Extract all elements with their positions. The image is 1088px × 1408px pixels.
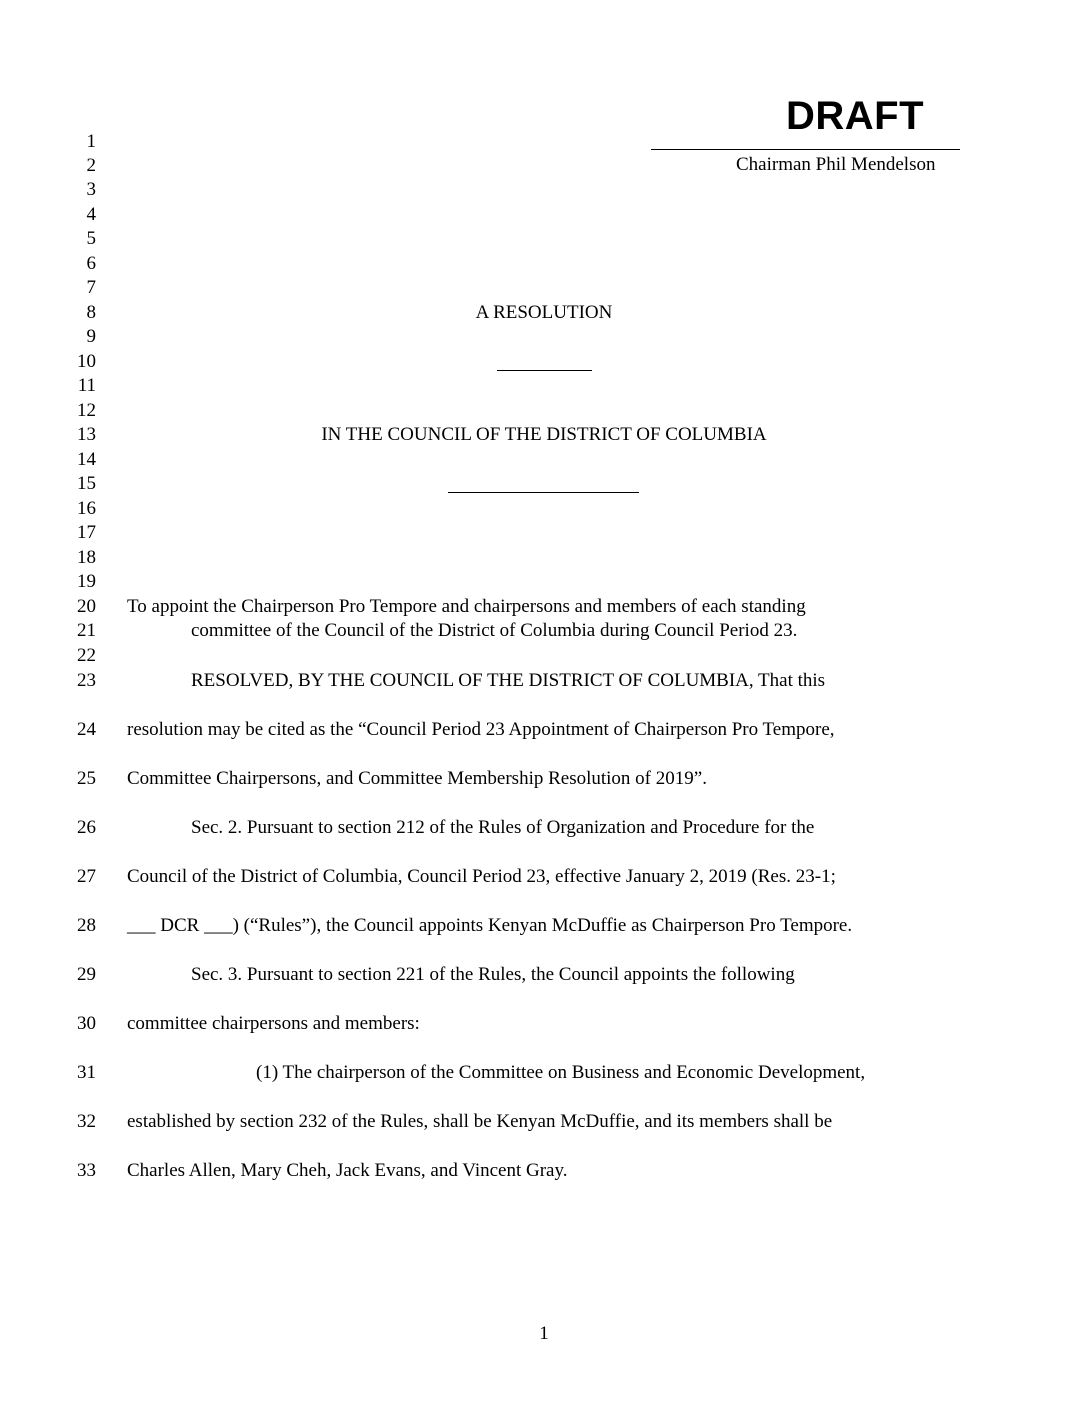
body-line: Sec. 2. Pursuant to section 212 of the Rules of Organization and Procedure for the — [191, 817, 815, 838]
line-number: 26 — [77, 817, 96, 838]
line-number: 3 — [86, 179, 96, 200]
line-number: 2 — [86, 155, 96, 176]
line-number: 11 — [77, 375, 96, 396]
line-number: 29 — [77, 964, 96, 985]
line-number: 9 — [86, 326, 96, 347]
line-number: 32 — [77, 1111, 96, 1132]
date-blank — [448, 492, 639, 493]
line-number: 13 — [77, 424, 96, 445]
line-number: 27 — [77, 866, 96, 887]
body-line: established by section 232 of the Rules, shall be Kenyan McDuffie, and its members shall be — [127, 1111, 833, 1132]
body-line: Sec. 3. Pursuant to section 221 of the Rules, the Council appoints the following — [191, 964, 795, 985]
line-number: 8 — [86, 302, 96, 323]
line-number: 23 — [77, 670, 96, 691]
body-line: ___ DCR ___) (“Rules”), the Council appoints Kenyan McDuffie as Chairperson Pro Tempore. — [127, 915, 853, 936]
line-number: 25 — [77, 768, 96, 789]
resolution-heading: A RESOLUTION — [475, 302, 613, 323]
line-number: 20 — [77, 596, 96, 617]
body-line: RESOLVED, BY THE COUNCIL OF THE DISTRICT OF COLUMBIA, That this — [191, 670, 826, 691]
line-number: 7 — [86, 277, 96, 298]
body-line: Charles Allen, Mary Cheh, Jack Evans, and Vincent Gray. — [127, 1160, 568, 1181]
body-line: Council of the District of Columbia, Council Period 23, effective January 2, 2019 (Res. 23-1; — [127, 866, 836, 887]
page-number: 1 — [539, 1323, 549, 1344]
body-line: (1) The chairperson of the Committee on Business and Economic Development, — [256, 1062, 866, 1083]
line-number: 10 — [77, 351, 96, 372]
line-number: 17 — [77, 522, 96, 543]
line-number: 14 — [77, 449, 96, 470]
council-heading: IN THE COUNCIL OF THE DISTRICT OF COLUMBIA — [321, 424, 767, 445]
line-number: 6 — [86, 253, 96, 274]
body-line: Committee Chairpersons, and Committee Membership Resolution of 2019”. — [127, 768, 707, 789]
line-number: 12 — [77, 400, 96, 421]
line-number: 28 — [77, 915, 96, 936]
signature-line — [651, 149, 960, 150]
line-number: 15 — [77, 473, 96, 494]
draft-watermark: DRAFT — [785, 94, 925, 138]
line-number: 4 — [86, 204, 96, 225]
line-number: 31 — [77, 1062, 96, 1083]
line-number: 30 — [77, 1013, 96, 1034]
introducer-name: Chairman Phil Mendelson — [736, 154, 936, 175]
line-number: 1 — [86, 131, 96, 152]
long-title-line: committee of the Council of the District of Columbia during Council Period 23. — [191, 620, 798, 641]
line-number: 33 — [77, 1160, 96, 1181]
body-line: resolution may be cited as the “Council Period 23 Appointment of Chairperson Pro Tempore, — [127, 719, 835, 740]
body-line: committee chairpersons and members: — [127, 1013, 420, 1034]
line-number: 5 — [86, 228, 96, 249]
line-number: 24 — [77, 719, 96, 740]
long-title-line: To appoint the Chairperson Pro Tempore and chairpersons and members of each standing — [127, 596, 806, 617]
line-number: 18 — [77, 547, 96, 568]
resolution-number-blank — [497, 370, 592, 371]
line-number: 19 — [77, 571, 96, 592]
line-number: 21 — [77, 620, 96, 641]
line-number: 16 — [77, 498, 96, 519]
line-number: 22 — [77, 645, 96, 666]
